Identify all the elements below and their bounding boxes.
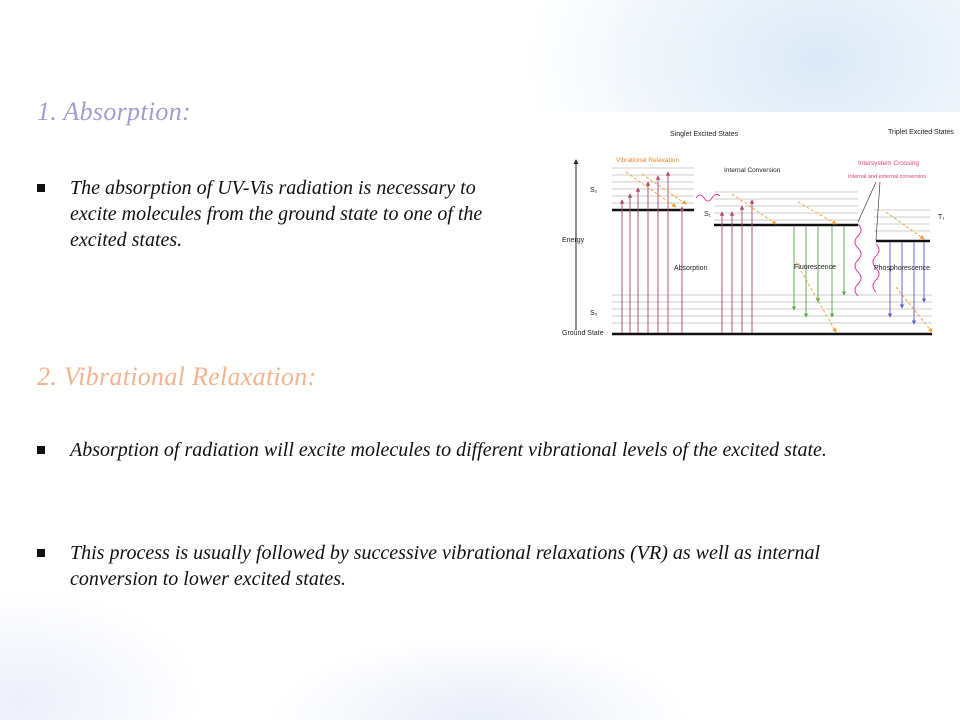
jablonski-diagram <box>536 112 960 374</box>
internal-conversion-squiggle <box>696 194 720 201</box>
bullet-text: This process is usually followed by successive vibrational relaxations (VR) as well as internal conversion to lower excited states. <box>70 542 821 590</box>
intersystem-crossing-squiggle <box>855 224 861 296</box>
vibrational-relaxation-label: Vibrational Relaxation <box>616 157 680 164</box>
absorption-bullet <box>70 175 520 253</box>
intersystem-crossing-label: Intersystem Crossing <box>858 160 920 167</box>
ground-state-label: Ground State <box>562 330 604 337</box>
square-bullet-icon <box>37 446 45 454</box>
bullet-text: Absorption of radiation will excite molecules to different vibrational levels of the excited state. <box>70 439 827 461</box>
relaxation-arrow <box>886 212 924 239</box>
pointer-line <box>858 182 876 222</box>
relaxation-arrow <box>626 172 676 207</box>
s2-label: S₂ <box>590 187 598 194</box>
energy-levels <box>612 168 932 334</box>
vibrational-relaxation-heading: 2. Vibrational Relaxation: <box>37 362 317 391</box>
phosphorescence-label: Phosphorescence <box>874 265 931 272</box>
t1-label: T₁ <box>938 214 945 221</box>
energy-axis-label: Energy <box>562 237 585 244</box>
singlet-header: Singlet Excited States <box>670 131 739 138</box>
pointer-line <box>876 182 880 240</box>
square-bullet-icon <box>37 549 45 557</box>
relaxation-arrow <box>796 262 836 332</box>
square-bullet-icon <box>37 184 45 192</box>
bullet-text: The absorption of UV-Vis radiation is necessary to excite molecules from the ground state to one of the excited states. <box>70 177 483 251</box>
absorption-heading: 1. Absorption: <box>37 97 191 126</box>
triplet-header: Triplet Excited States <box>888 129 954 136</box>
s1-label: S₁ <box>704 211 712 218</box>
internal-conversion-label: Internal Conversion <box>724 167 781 174</box>
internal-external-conversion-label: Internal and external conversion <box>848 174 927 180</box>
absorption-label: Absorption <box>674 265 708 272</box>
s0-label: S₀ <box>590 310 598 317</box>
fluorescence-label: Fluorescence <box>794 264 837 271</box>
relaxation-arrow <box>732 194 776 224</box>
vibrational-bullet-1 <box>70 437 890 463</box>
vibrational-bullet-2 <box>70 540 890 592</box>
